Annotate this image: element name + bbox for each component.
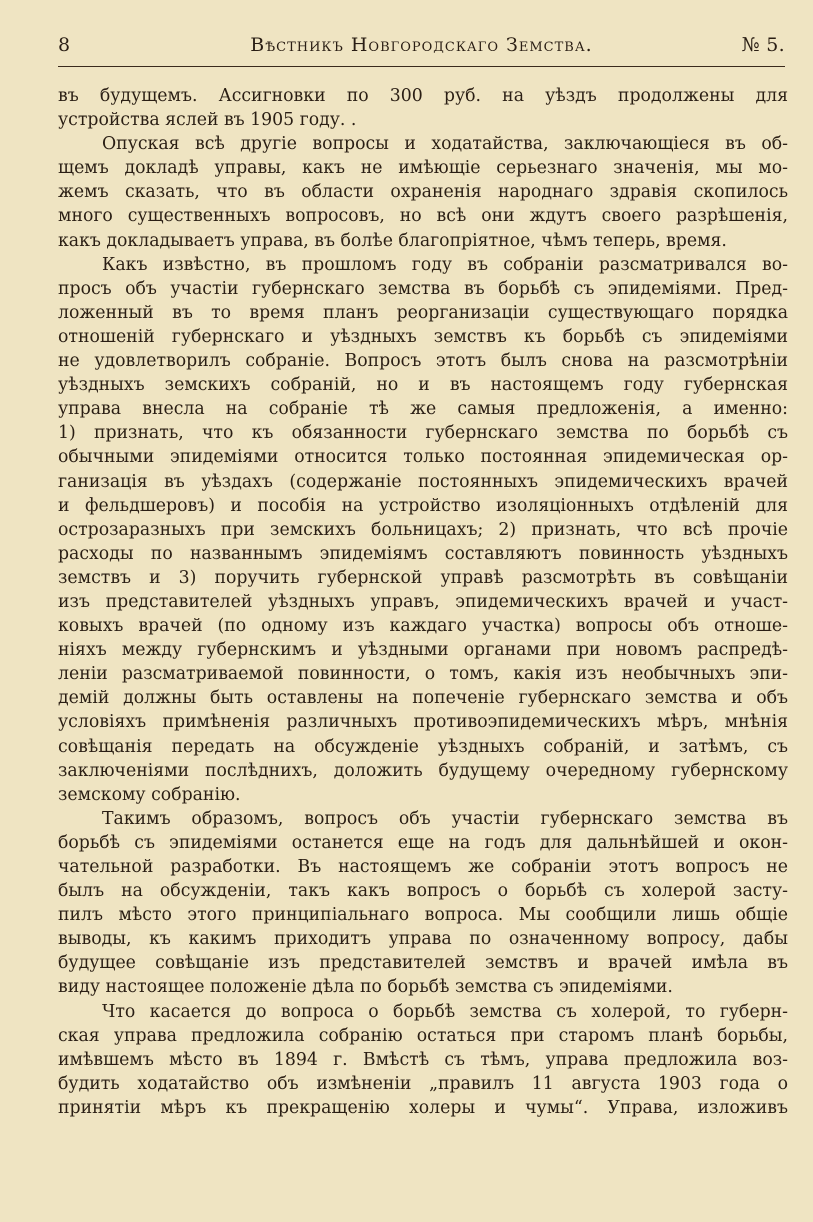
text-line: Такимъ образомъ, вопросъ объ участіи губернскаго земства въ xyxy=(102,808,788,829)
text-line: будущее совѣщаніе изъ представителей земствъ и врачей имѣла въ xyxy=(58,953,788,974)
text-line: изъ представителей уѣздныхъ управъ, эпидемическихъ врачей и участ- xyxy=(58,591,788,612)
text-line: демій должны быть оставлены на попеченіе губернскаго земства и объ xyxy=(58,688,788,709)
text-line: и фельдшеровъ) и пособія на устройство изоляціонныхъ отдѣленій для xyxy=(58,495,788,516)
text-line: земствъ и 3) поручить губернской управѣ разсмотрѣть въ совѣщаніи xyxy=(58,567,788,588)
text-line: ложенный въ то время планъ реорганизаціи существующаго порядка xyxy=(58,302,788,323)
text-line: будить ходатайство объ измѣненіи „правилъ 11 августа 1903 года о xyxy=(58,1073,788,1094)
text-line: пилъ мѣсто этого принципіальнаго вопроса. Мы сообщили лишь общіе xyxy=(58,905,788,926)
text-line: щемъ докладѣ управы, какъ не имѣющіе серьезнаго значенія, мы мо- xyxy=(58,158,788,179)
text-line: Какъ извѣстно, въ прошломъ году въ собраніи разсматривался во- xyxy=(102,254,788,275)
text-line: заключеніями послѣднихъ, доложить будущему очередному губернскому xyxy=(58,760,788,781)
header-rule xyxy=(58,66,785,67)
text-line: устройства яслей въ 1905 году. . xyxy=(58,110,357,131)
text-line: острозаразныхъ при земскихъ больницахъ; 2) признать, что всѣ прочіе xyxy=(58,519,788,540)
text-line: ковыхъ врачей (по одному изъ каждаго участка) вопросы объ отноше- xyxy=(58,616,788,637)
text-line: выводы, къ какимъ приходитъ управа по означенному вопросу, дабы xyxy=(58,929,788,950)
text-line: ская управа предложила собранію остаться при старомъ планѣ борьбы, xyxy=(58,1025,788,1046)
text-line: просъ объ участіи губернскаго земства въ борьбѣ съ эпидеміями. Пред- xyxy=(58,278,788,299)
text-line: условіяхъ примѣненія различныхъ противоэпидемическихъ мѣръ, мнѣнія xyxy=(58,712,788,733)
running-header xyxy=(58,34,785,64)
text-line: жемъ сказать, что въ области охраненія народнаго здравія скопилось xyxy=(58,182,788,203)
journal-title: Вѣстникъ Новгородскаго Земства. xyxy=(250,34,593,56)
text-line: 1) признать, что къ обязанности губернскаго земства по борьбѣ съ xyxy=(58,423,788,444)
text-line: какъ докладываетъ управа, въ болѣе благопріятное, чѣмъ теперь, время. xyxy=(58,230,727,251)
text-line: виду настоящее положеніе дѣла по борьбѣ земства съ эпидеміями. xyxy=(58,977,673,998)
text-line: много существенныхъ вопросовъ, но всѣ они ждутъ своего разрѣшенія, xyxy=(58,206,788,227)
article-body xyxy=(58,84,788,1120)
text-line: не удовлетворилъ собраніе. Вопросъ этотъ былъ снова на разсмотрѣніи xyxy=(58,351,788,372)
text-line: борьбѣ съ эпидеміями останется еще на годъ для дальнѣйшей и окон- xyxy=(58,832,788,853)
text-line: уѣздныхъ земскихъ собраній, но и въ настоящемъ году губернская xyxy=(58,375,788,396)
text-line: земскому собранію. xyxy=(58,784,241,805)
text-line: леніи разсматриваемой повинности, о томъ, какія изъ необычныхъ эпи- xyxy=(58,664,788,685)
text-line: Опуская всѣ другіе вопросы и ходатайства, заключающіеся въ об- xyxy=(102,134,788,155)
text-line: чательной разработки. Въ настоящемъ же собраніи этотъ вопросъ не xyxy=(58,857,788,877)
text-line: ганизація въ уѣздахъ (содержаніе постоянныхъ эпидемическихъ врачей xyxy=(58,471,788,492)
text-line: обычными эпидеміями относится только постоянная эпидемическая ор- xyxy=(58,447,788,468)
text-line: Что касается до вопроса о борьбѣ земства съ холерой, то губерн- xyxy=(102,1001,788,1022)
text-line: расходы по названнымъ эпидеміямъ составляютъ повинность уѣздныхъ xyxy=(58,543,788,564)
text-line: отношеній губернскаго и уѣздныхъ земствъ къ борьбѣ съ эпидеміями xyxy=(58,326,788,347)
text-line: въ будущемъ. Ассигновки по 300 руб. на уѣздъ продолжены для xyxy=(58,86,788,106)
text-line: былъ на обсужденіи, такъ какъ вопросъ о борьбѣ съ холерой засту- xyxy=(58,881,788,902)
text-line: имѣвшемъ мѣсто въ 1894 г. Вмѣстѣ съ тѣмъ, управа предложила воз- xyxy=(58,1049,788,1070)
issue-number: № 5. xyxy=(741,34,785,56)
text-line: совѣщанія передать на обсужденіе уѣздныхъ собраній, и затѣмъ, съ xyxy=(58,736,788,757)
text-line: принятіи мѣръ къ прекращенію холеры и чумы“. Управа, изложивъ xyxy=(58,1097,788,1118)
page-number: 8 xyxy=(58,34,71,56)
text-line: ніяхъ между губернскимъ и уѣздными органами при новомъ распредѣ- xyxy=(58,640,788,661)
text-line: управа внесла на собраніе тѣ же самыя предложенія, а именно: xyxy=(58,399,788,420)
